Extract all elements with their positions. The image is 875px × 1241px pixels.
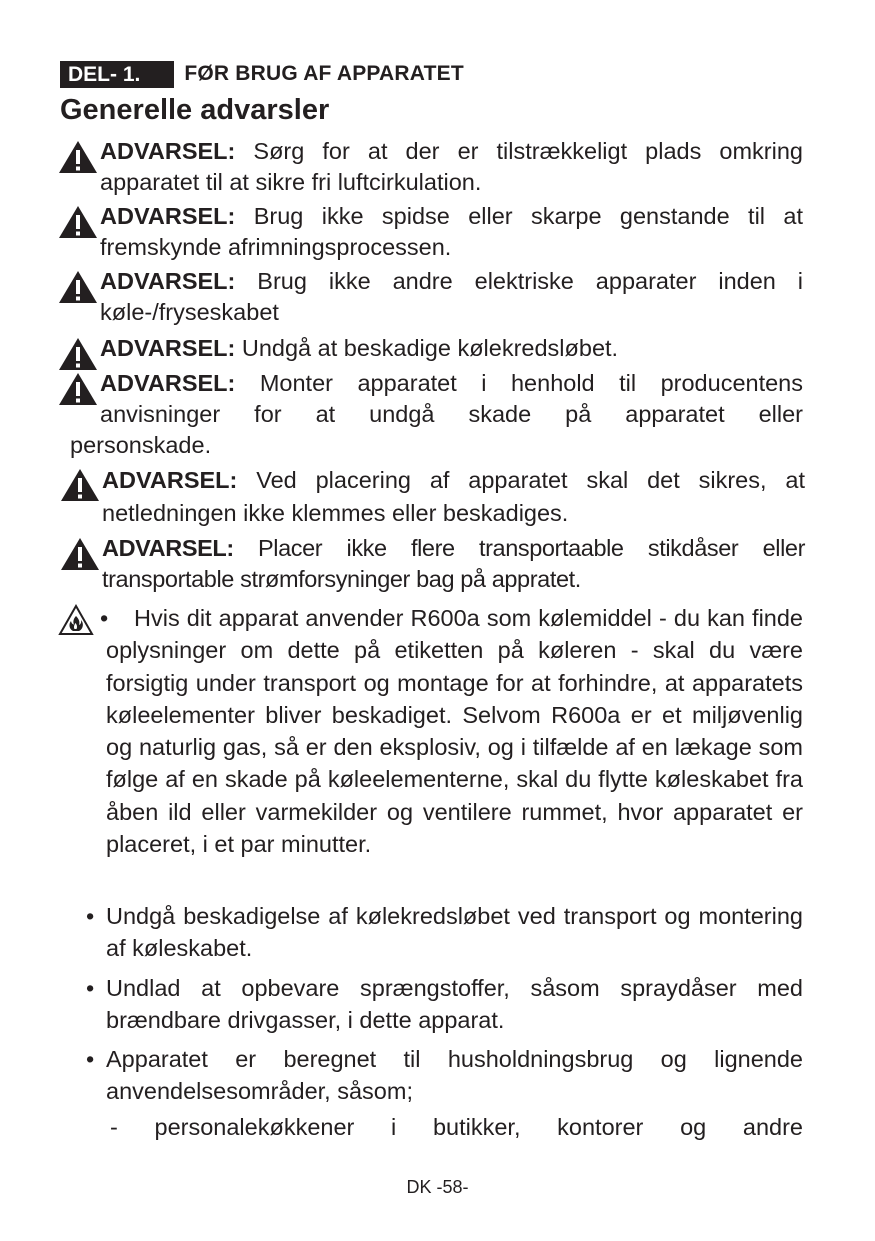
warning-text xyxy=(58,136,803,198)
flammable-warning-icon xyxy=(58,604,94,636)
list-item-text: Apparatet er beregnet til husholdningsbrug og lignende anvendelsesområder, såsom; xyxy=(106,1046,803,1104)
warning-text xyxy=(58,333,803,364)
warning-label: ADVARSEL: xyxy=(100,138,236,164)
warning-item xyxy=(58,201,803,263)
warning-label: ADVARSEL: xyxy=(102,467,238,493)
warning-body: Brug ikke andre elektriske apparater inden i køle-/fryseskabet xyxy=(100,268,803,325)
warning-label: ADVARSEL: xyxy=(100,335,236,361)
section-header xyxy=(60,60,464,88)
page-heading: Generelle advarsler xyxy=(60,94,330,126)
flammable-note xyxy=(58,602,803,860)
warning-body: Sørg for at der er tilstrækkeligt plads omkring apparatet til at sikre fri luftcirkulation. xyxy=(100,138,803,195)
section-title: FØR BRUG AF APPARATET xyxy=(184,62,464,85)
warning-text xyxy=(60,533,805,595)
bullet-marker: • xyxy=(100,605,109,631)
warning-continuation: personskade. xyxy=(70,432,212,458)
warning-triangle-icon xyxy=(60,468,100,502)
list-item xyxy=(86,900,803,964)
warning-triangle-icon xyxy=(58,270,98,304)
warning-triangle-icon xyxy=(58,140,98,174)
warning-item xyxy=(60,464,805,530)
warning-triangle-icon xyxy=(58,205,98,239)
warning-label: ADVARSEL: xyxy=(100,370,236,396)
warning-body: Monter apparatet i henhold til producentens anvisninger for at undgå skade på apparatet eller xyxy=(100,370,803,427)
warning-triangle-icon xyxy=(58,337,98,371)
warning-body: Placer ikke flere transportaable stikdåser eller transportable strømforsyninger bag på appratet. xyxy=(102,535,805,592)
flammable-note-text: Hvis dit apparat anvender R600a som kølemiddel - du kan finde oplysninger om dette på etiketten på køleren - skal du være forsigtig under transport og montage for at forhindre, at apparatets køleelementer bliver beskadiget. Selvom R600a er et miljøvenlig og naturlig gas, så er den eksplosiv, og i tilfælde af en lækage som følge af en skade på køleelementerne, skal du flytte køleskabet fra åben ild eller varmekilder og ventilere rummet, hvor apparatet er placeret, i et par minutter. xyxy=(106,605,803,858)
page-number: DK -58- xyxy=(406,1177,469,1197)
warning-text xyxy=(58,201,803,263)
warning-item xyxy=(58,333,803,364)
dash-item: - personalekøkkener i butikker, kontorer og andre xyxy=(110,1114,803,1140)
bullet-marker: • xyxy=(86,975,95,1001)
warning-item xyxy=(60,533,805,595)
warning-label: ADVARSEL: xyxy=(100,203,236,229)
warning-text xyxy=(58,368,803,430)
warning-label: ADVARSEL: xyxy=(100,268,236,294)
warning-body: Undgå at beskadige kølekredsløbet. xyxy=(235,335,619,361)
section-number: DEL- 1. xyxy=(60,61,174,88)
warning-item xyxy=(58,136,803,198)
warning-body: Ved placering af apparatet skal det sikres, at netledningen ikke klemmes eller beskadiges. xyxy=(102,467,805,526)
warning-body: Brug ikke spidse eller skarpe genstande til at fremskynde afrimningsprocessen. xyxy=(100,203,803,260)
warning-item xyxy=(58,266,803,328)
bullet-marker: • xyxy=(86,903,95,929)
list-item xyxy=(86,972,803,1036)
list-item xyxy=(86,1043,803,1107)
warning-label: ADVARSEL: xyxy=(102,535,234,561)
warning-triangle-icon xyxy=(58,372,98,406)
warning-text xyxy=(58,266,803,328)
warning-item xyxy=(58,368,803,461)
list-item-text: Undgå beskadigelse af kølekredsløbet ved transport og montering af køleskabet. xyxy=(106,903,803,961)
bullet-marker: • xyxy=(86,1046,95,1072)
warning-text xyxy=(60,464,805,530)
list-item-text: Undlad at opbevare sprængstoffer, såsom spraydåser med brændbare drivgasser, i dette apparat. xyxy=(106,975,803,1033)
warning-triangle-icon xyxy=(60,537,100,571)
